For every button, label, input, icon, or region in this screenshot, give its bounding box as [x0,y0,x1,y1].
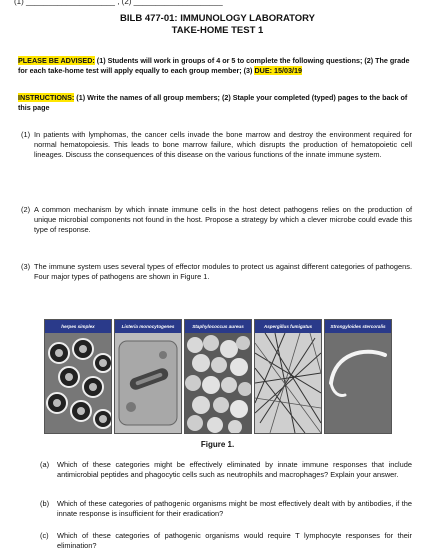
advisory-notice [18,56,416,75]
subquestion-c [40,531,412,551]
subquestion-text: Which of these categories might be effectively eliminated by innate immune responses that include antimicrobial peptides and phagocytic cells such as neutrophils and macrophages? Explain your answer. [57,460,412,479]
question-3 [21,262,412,282]
panel-aspergillus [254,319,322,434]
bacteria-micrograph [115,333,181,433]
question-text: In patients with lymphomas, the cancer cells invade the bone marrow and destroy the environment required for normal hematopoiesis. This leads to bone marrow failure, which disrupts the production of hematopoietic cell lineages. Discuss the consequences of this disease on the various functions of the innate immune system. [34,130,412,159]
due-date: DUE: 15/03/19 [254,65,302,75]
document-title: TAKE-HOME TEST 1 [171,25,264,36]
subquestion-text: Which of these categories of pathogenic organisms might be most effectively dealt with by antibodies, if the innate response is insufficient for their eradication? [57,499,412,518]
question-number: (1) [21,130,31,139]
subquestion-letter: (b) [40,499,50,508]
panel-listeria [114,319,182,434]
advisory-text: (1) Students will work in groups of 4 or 5 to complete the following questions; (2) The grade for each take-home test will apply equally to each group member; (3) [18,56,410,75]
instructions-label: INSTRUCTIONS: [18,93,75,102]
course-title: BILB 477-01: IMMUNOLOGY LABORATORY [120,13,315,24]
question-1 [21,130,412,160]
page-title [0,13,435,37]
panel-caption: Staphylococcus aureus [185,320,251,333]
figure-1 [44,319,392,434]
panel-caption: Aspergillus fumigatus [255,320,321,333]
question-number: (2) [21,205,31,214]
panel-caption: Strongyloides stercoralis [325,320,391,333]
virus-micrograph [45,333,111,433]
question-text: A common mechanism by which innate immune cells in the host detect pathogens relies on the production of unique microbial components not found in the host. Propose a strategy by which a clever microbe could evade this type of response. [34,205,412,234]
subquestion-b [40,499,412,519]
question-2 [21,205,412,235]
group-names-line: (1) ____________________ , (2) ____________________ [14,0,223,6]
fungus-micrograph [255,333,321,433]
instructions-text: (1) Write the names of all group members; (2) Staple your completed (typed) pages to the back of this page [18,93,408,112]
question-number: (3) [21,262,31,271]
advisory-label: PLEASE BE ADVISED: [18,56,95,65]
cocci-micrograph [185,333,251,433]
worm-micrograph [325,333,391,433]
panel-caption: herpes simplex [45,320,111,333]
subquestion-a [40,460,412,480]
panel-staphylococcus [184,319,252,434]
panel-herpes-simplex [44,319,112,434]
question-text: The immune system uses several types of effector modules to protect us against different categories of pathogens. Four major types of pathogens are shown in Figure 1. [34,262,412,281]
instructions-notice [18,93,416,112]
subquestion-letter: (c) [40,531,49,540]
subquestion-text: Which of these categories of pathogenic organisms would require T lymphocyte responses for their elimination? [57,531,412,550]
panel-strongyloides [324,319,392,434]
panel-caption: Listeria monocytogenes [115,320,181,333]
subquestion-letter: (a) [40,460,50,469]
figure-caption: Figure 1. [200,440,235,449]
